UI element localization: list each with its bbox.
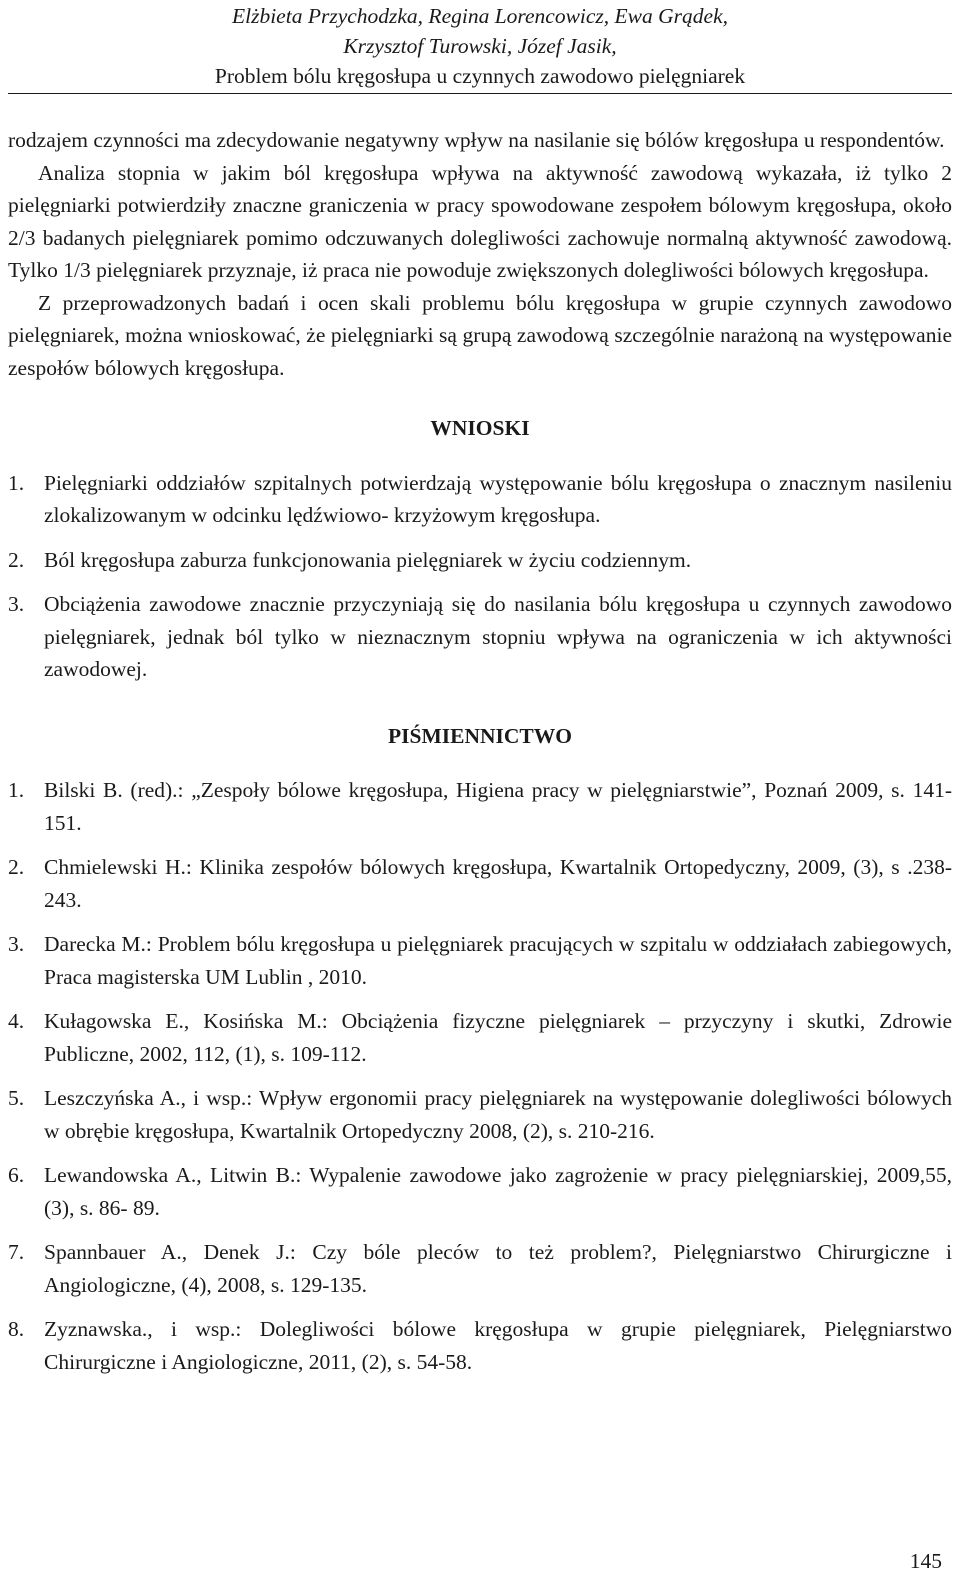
document-body — [8, 124, 952, 1390]
conclusion-item — [8, 467, 952, 532]
reference-item — [8, 774, 952, 839]
reference-text: Spannbauer A., Denek J.: Czy bóle pleców to też problem?, Pielęgniarstwo Chirurgiczne i Angiologiczne, (4), 2008, s. 129-135. — [44, 1240, 952, 1297]
references-heading: PIŚMIENNICTWO — [388, 723, 572, 748]
reference-item — [8, 1005, 952, 1070]
reference-item — [8, 1082, 952, 1147]
conclusions-heading: WNIOSKI — [430, 416, 530, 440]
reference-text: Zyznawska., i wsp.: Dolegliwości bólowe kręgosłupa w grupie pielęgniarek, Pielęgniarstwo Chirurgiczne i Angiologiczne, 2011, (2), s. 54-58. — [44, 1317, 952, 1374]
paragraph: rodzajem czynności ma zdecydowanie negatywny wpływ na nasilanie się bólów kręgosłupa u respondentów. — [8, 128, 945, 152]
reference-item — [8, 1236, 952, 1301]
reference-text: Darecka M.: Problem bólu kręgosłupa u pielęgniarek pracujących w szpitalu w oddziałach zabiegowych, Praca magisterska UM Lublin , 2010. — [44, 932, 952, 989]
header-authors-line-2: Krzysztof Turowski, Józef Jasik, — [343, 34, 617, 58]
reference-number: 2. — [8, 855, 25, 879]
reference-number: 8. — [8, 1317, 25, 1341]
conclusion-text: Pielęgniarki oddziałów szpitalnych potwierdzają występowanie bólu kręgosłupa o znacznym nasileniu zlokalizowanym w odcinku lędźwiowo- krzyżowym kręgosłupa. — [44, 470, 952, 527]
conclusion-item — [8, 544, 952, 577]
conclusion-number: 2. — [8, 547, 25, 572]
reference-number: 5. — [8, 1086, 25, 1110]
conclusion-number: 3. — [8, 592, 25, 616]
conclusion-text: Obciążenia zawodowe znacznie przyczyniają się do nasilania bólu kręgosłupa u czynnych zawodowo pielęgniarek, jednak ból tylko w nieznacznym stopniu wpływa na ograniczenia w ich aktywności zawodowej. — [44, 592, 952, 681]
reference-item — [8, 851, 952, 916]
header-divider — [8, 93, 952, 94]
paragraph: Analiza stopnia w jakim ból kręgosłupa wpływa na aktywność zawodową wykazała, iż tylko 2 pielęgniarki potwierdziły znaczne graniczenia w pracy spowodowane zespołem bólowym kręgosłupa, około 2/3 badanych pielęgniarek pomimo odczuwanych dolegliwości zachowuje normalną aktywność zawodową. Tylko 1/3 pielęgniarek przyznaje, iż praca nie powoduje zwiększonych dolegliwości bólowych kręgosłupa. — [8, 160, 952, 282]
reference-item — [8, 1313, 952, 1378]
reference-item — [8, 928, 952, 993]
reference-number: 6. — [8, 1163, 25, 1187]
running-header — [8, 0, 952, 91]
conclusion-text: Ból kręgosłupa zaburza funkcjonowania pielęgniarek w życiu codziennym. — [44, 547, 692, 572]
header-title: Problem bólu kręgosłupa u czynnych zawodowo pielęgniarek — [214, 64, 746, 88]
reference-item — [8, 1159, 952, 1224]
reference-number: 4. — [8, 1009, 25, 1033]
reference-text: Chmielewski H.: Klinika zespołów bólowych kręgosłupa, Kwartalnik Ortopedyczny, 2009, (3), s .238-243. — [44, 855, 952, 912]
reference-number: 1. — [8, 778, 25, 802]
paragraph: Z przeprowadzonych badań i ocen skali problemu bólu kręgosłupa w grupie czynnych zawodowo pielęgniarek, można wnioskować, że pielęgniarki są grupą zawodową szczególnie narażoną na występowanie zespołów bólowych kręgosłupa. — [8, 290, 952, 380]
page-number: 145 — [909, 1549, 942, 1573]
conclusion-item — [8, 588, 952, 686]
reference-text: Kułagowska E., Kosińska M.: Obciążenia fizyczne pielęgniarek – przyczyny i skutki, Zdrowie Publiczne, 2002, 112, (1), s. 109-112. — [44, 1009, 952, 1066]
reference-text: Leszczyńska A., i wsp.: Wpływ ergonomii pracy pielęgniarek na występowanie dolegliwości bólowych w obrębie kręgosłupa, Kwartalnik Ortopedyczny 2008, (2), s. 210-216. — [44, 1086, 952, 1143]
reference-text: Lewandowska A., Litwin B.: Wypalenie zawodowe jako zagrożenie w pracy pielęgniarskiej, 2009,55, (3), s. 86- 89. — [44, 1163, 952, 1220]
conclusion-number: 1. — [8, 470, 25, 495]
reference-number: 7. — [8, 1240, 25, 1264]
reference-number: 3. — [8, 932, 25, 956]
header-authors-line-1: Elżbieta Przychodzka, Regina Lorencowicz, Ewa Grądek, — [231, 4, 728, 28]
reference-text: Bilski B. (red).: „Zespoły bólowe kręgosłupa, Higiena pracy w pielęgniarstwie”, Poznań 2009, s. 141-151. — [44, 778, 952, 835]
